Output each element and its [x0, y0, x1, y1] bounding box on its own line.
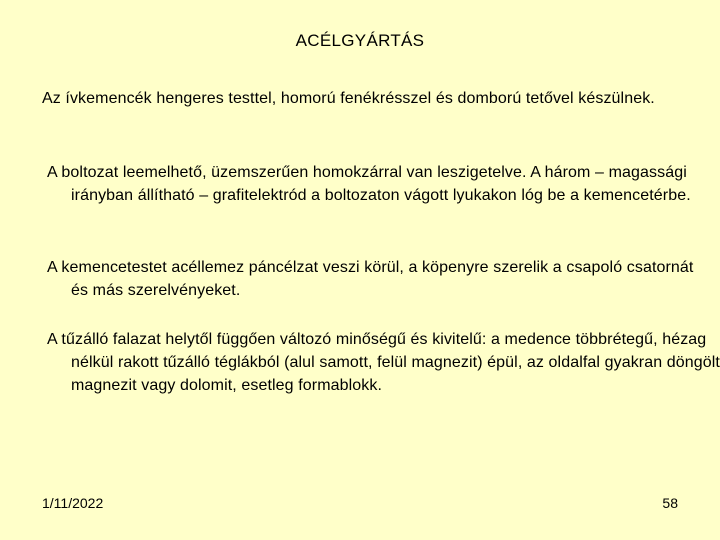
page-number: 58 [662, 495, 678, 511]
slide-title: ACÉLGYÁRTÁS [295, 31, 425, 50]
paragraph-armor-shell: A kemencetestet acéllemez páncélzat veszi körül, a köpenyre szerelik a csapoló csatornát és más szerelvényeket. [47, 259, 694, 299]
footer-date: 1/11/2022 [42, 495, 104, 511]
paragraph-refractory-lining: A tűzálló falazat helytől függően változó minőségű és kivitelű: a medence többrétegű, hézag nélkül rakott tűzálló téglákból (alul samott, felül magnezit) épül, az oldalfal gyakran döngölt magnezit vagy dolomit, esetleg formablokk. [47, 331, 720, 394]
paragraph-furnace-body: Az ívkemencék hengeres testtel, homorú fenékrésszel és domború tetővel készülnek. [42, 90, 655, 107]
paragraph-vault-electrodes: A boltozat leemelhető, üzemszerűen homokzárral van leszigetelve. A három – magassági irányban állítható – grafitelektród a boltozaton vágott lyukakon lóg be a kemencetérbe. [47, 164, 691, 204]
